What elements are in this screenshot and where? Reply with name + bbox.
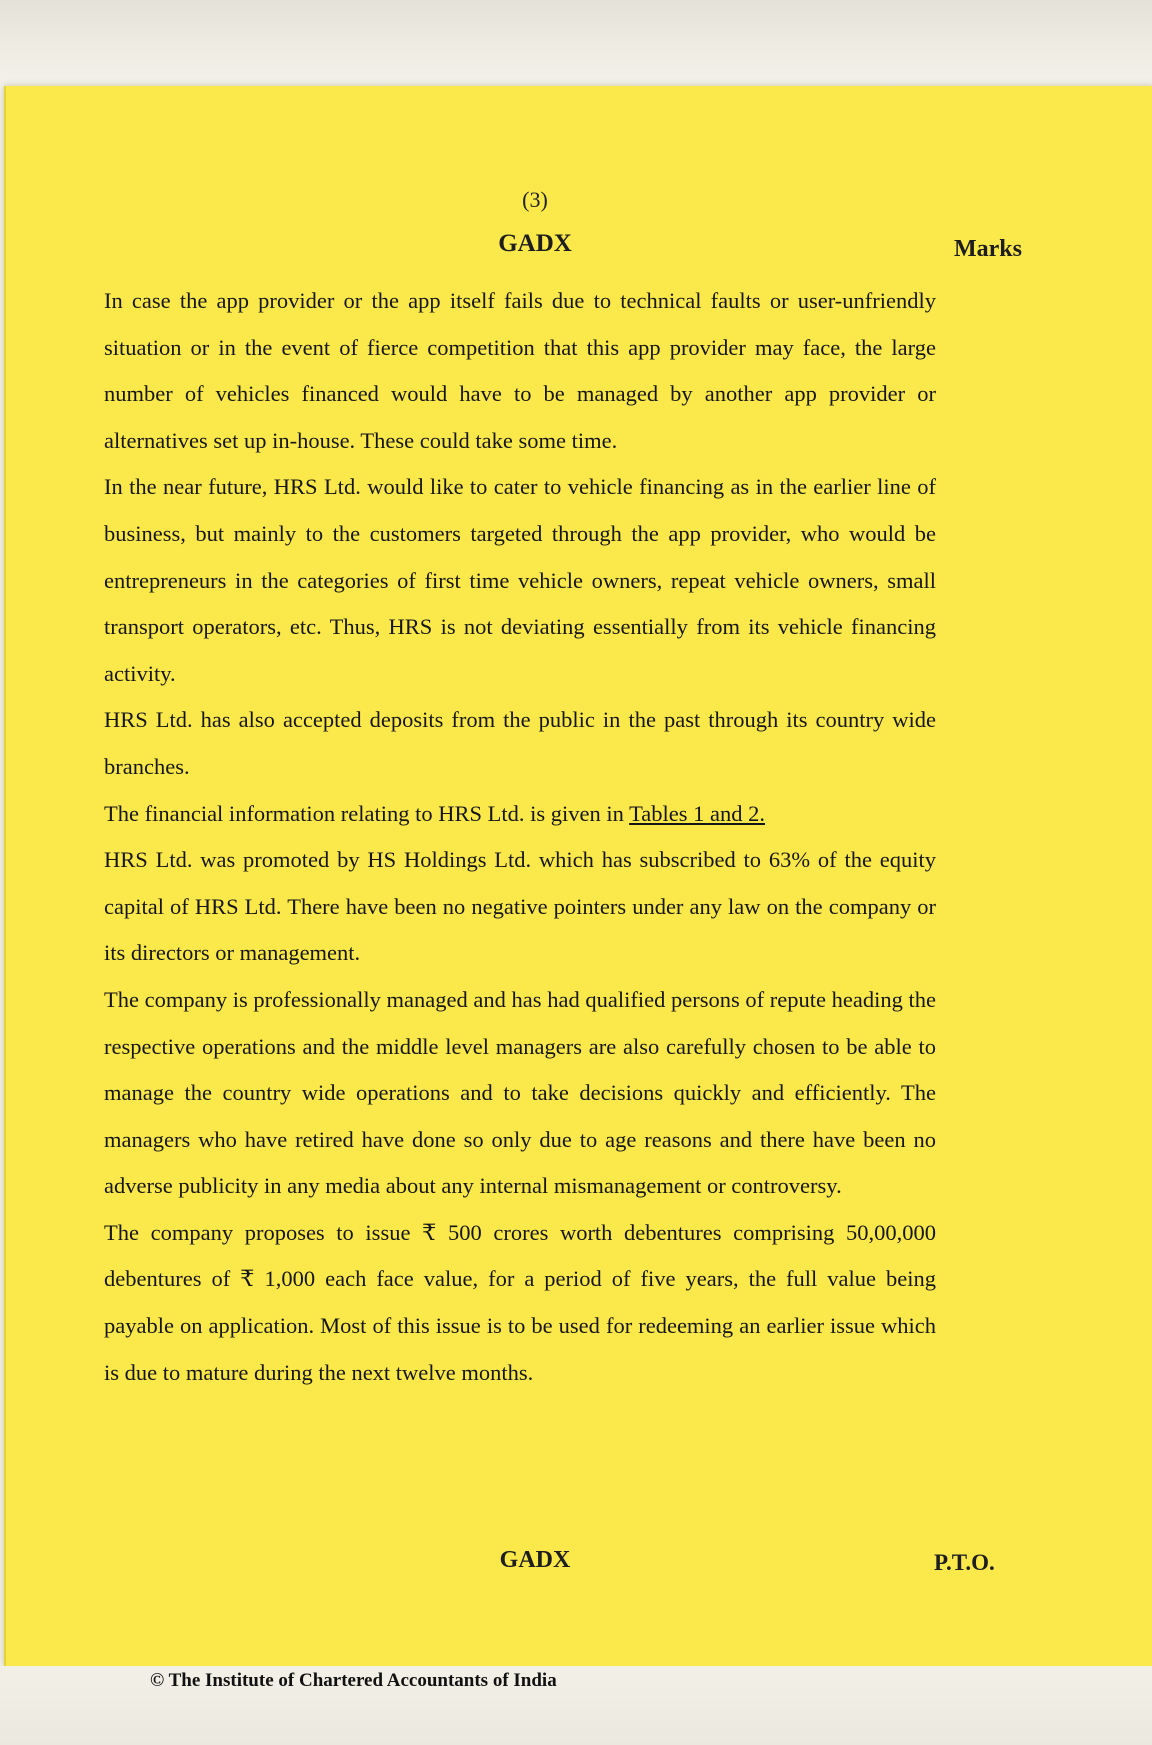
- case-study-text: [104, 278, 936, 1396]
- paragraph-deposits: HRS Ltd. has also accepted deposits from the public in the past through its country wide branches.: [104, 707, 936, 779]
- paragraph-debenture-issue: The company proposes to issue ₹ 500 crores worth debentures comprising 50,00,000 debentures of ₹ 1,000 each face value, for a period of five years, the full value being payable on application. Most of this issue is to be used for redeeming an earlier issue which is due to mature during the next twelve months.: [104, 1219, 936, 1385]
- paper-code-header: GADX: [498, 230, 572, 257]
- page-number: (3): [522, 187, 548, 212]
- marks-column-label: Marks: [954, 236, 1022, 262]
- paragraph-future-plans: In the near future, HRS Ltd. would like to cater to vehicle financing as in the earlier line of business, but mainly to the customers targeted through the app provider, who would be entrepreneurs in the categories of first time vehicle owners, repeat vehicle owners, small transport operators, etc. Thus, HRS is not deviating essentially from its vehicle financing activity.: [104, 474, 936, 686]
- paragraph-management: The company is professionally managed and has had qualified persons of repute heading the respective operations and the middle level managers are also carefully chosen to be able to manage the country wide operations and to take decisions quickly and efficiently. The managers who have retired have done so only due to age reasons and there have been no adverse publicity in any media about any internal mismanagement or controversy.: [104, 986, 936, 1199]
- scan-background-top: [0, 0, 1152, 95]
- paragraph-app-risk: In case the app provider or the app itself fails due to technical faults or user-unfriendly situation or in the event of fierce competition that this app provider may face, the large number of vehicles financed would have to be managed by another app provider or alternatives set up in-house. These could take some time.: [104, 288, 936, 453]
- paper-code-footer: GADX: [499, 1547, 571, 1573]
- tables-reference: Tables 1 and 2.: [629, 800, 766, 826]
- financial-info-text: The financial information relating to HRS Ltd. is given in: [104, 800, 630, 826]
- copyright-notice: © The Institute of Chartered Accountants of India: [150, 1670, 557, 1691]
- paragraph-financial-info: [104, 791, 936, 838]
- paragraph-promoter: HRS Ltd. was promoted by HS Holdings Ltd. which has subscribed to 63% of the equity capital of HRS Ltd. There have been no negative pointers under any law on the company or its directors or management.: [104, 847, 936, 966]
- please-turn-over: P.T.O.: [934, 1550, 995, 1575]
